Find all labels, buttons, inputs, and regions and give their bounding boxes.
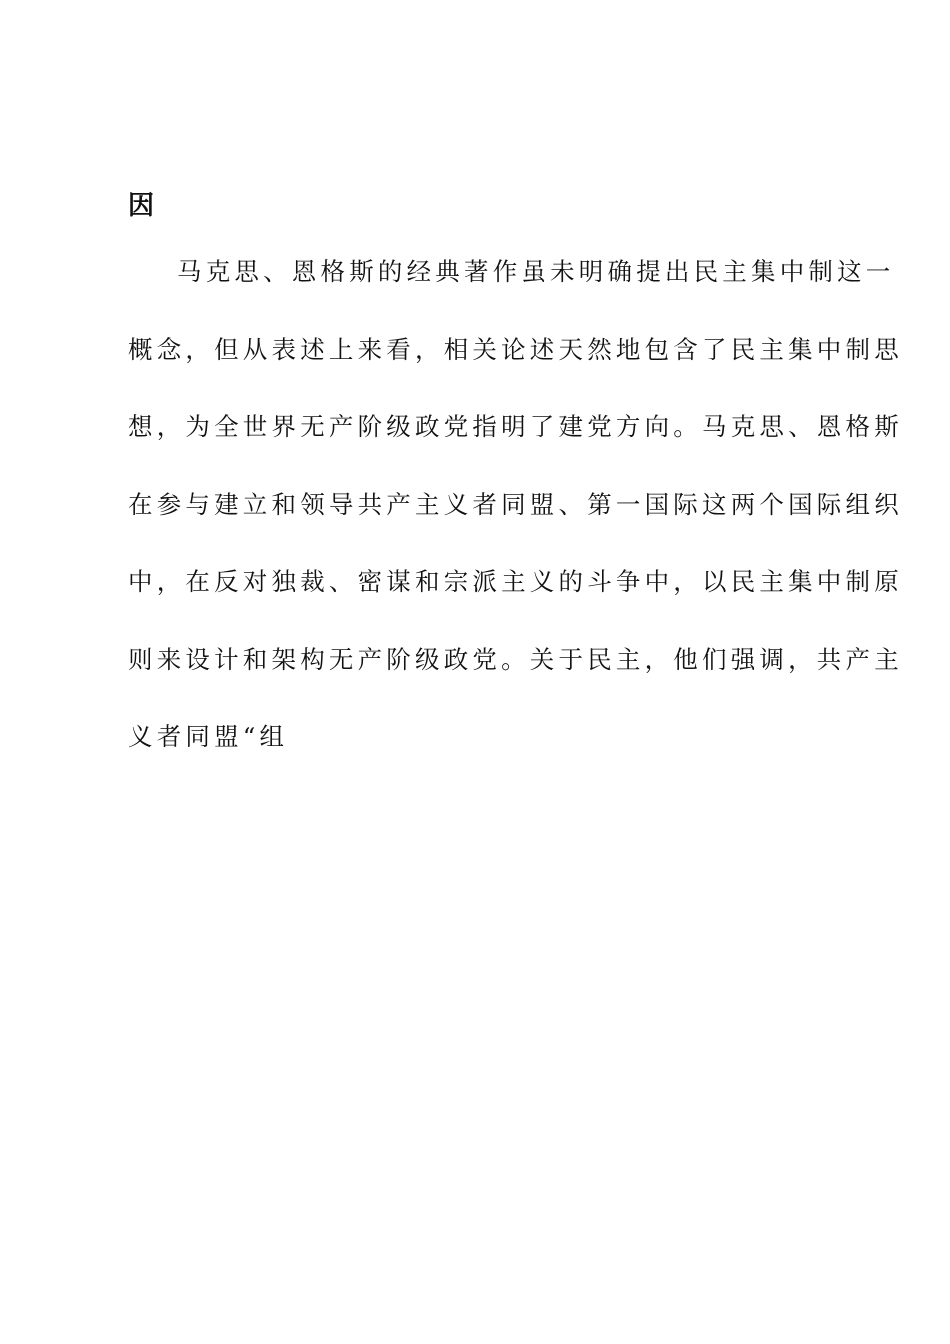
paragraph-line: 义者同盟“组 — [128, 722, 289, 751]
page-heading: 因 — [128, 191, 155, 221]
paragraph-line: 概念，但从表述上来看，相关论述天然地包含了民主集中制思 — [128, 334, 903, 364]
paragraph-line: 想，为全世界无产阶级政党指明了建党方向。马克思、恩格斯 — [128, 412, 903, 441]
paragraph-line: 马克思、恩格斯的经典著作虽未明确提出民主集中制这一 — [177, 257, 895, 286]
paragraph-line: 在参与建立和领导共产主义者同盟、第一国际这两个国际组织 — [128, 489, 903, 519]
paragraph-line: 则来设计和架构无产阶级政党。关于民主，他们强调，共产主 — [128, 644, 903, 674]
body-paragraph — [128, 252, 903, 795]
paragraph-line: 中，在反对独裁、密谋和宗派主义的斗争中，以民主集中制原 — [128, 567, 903, 596]
